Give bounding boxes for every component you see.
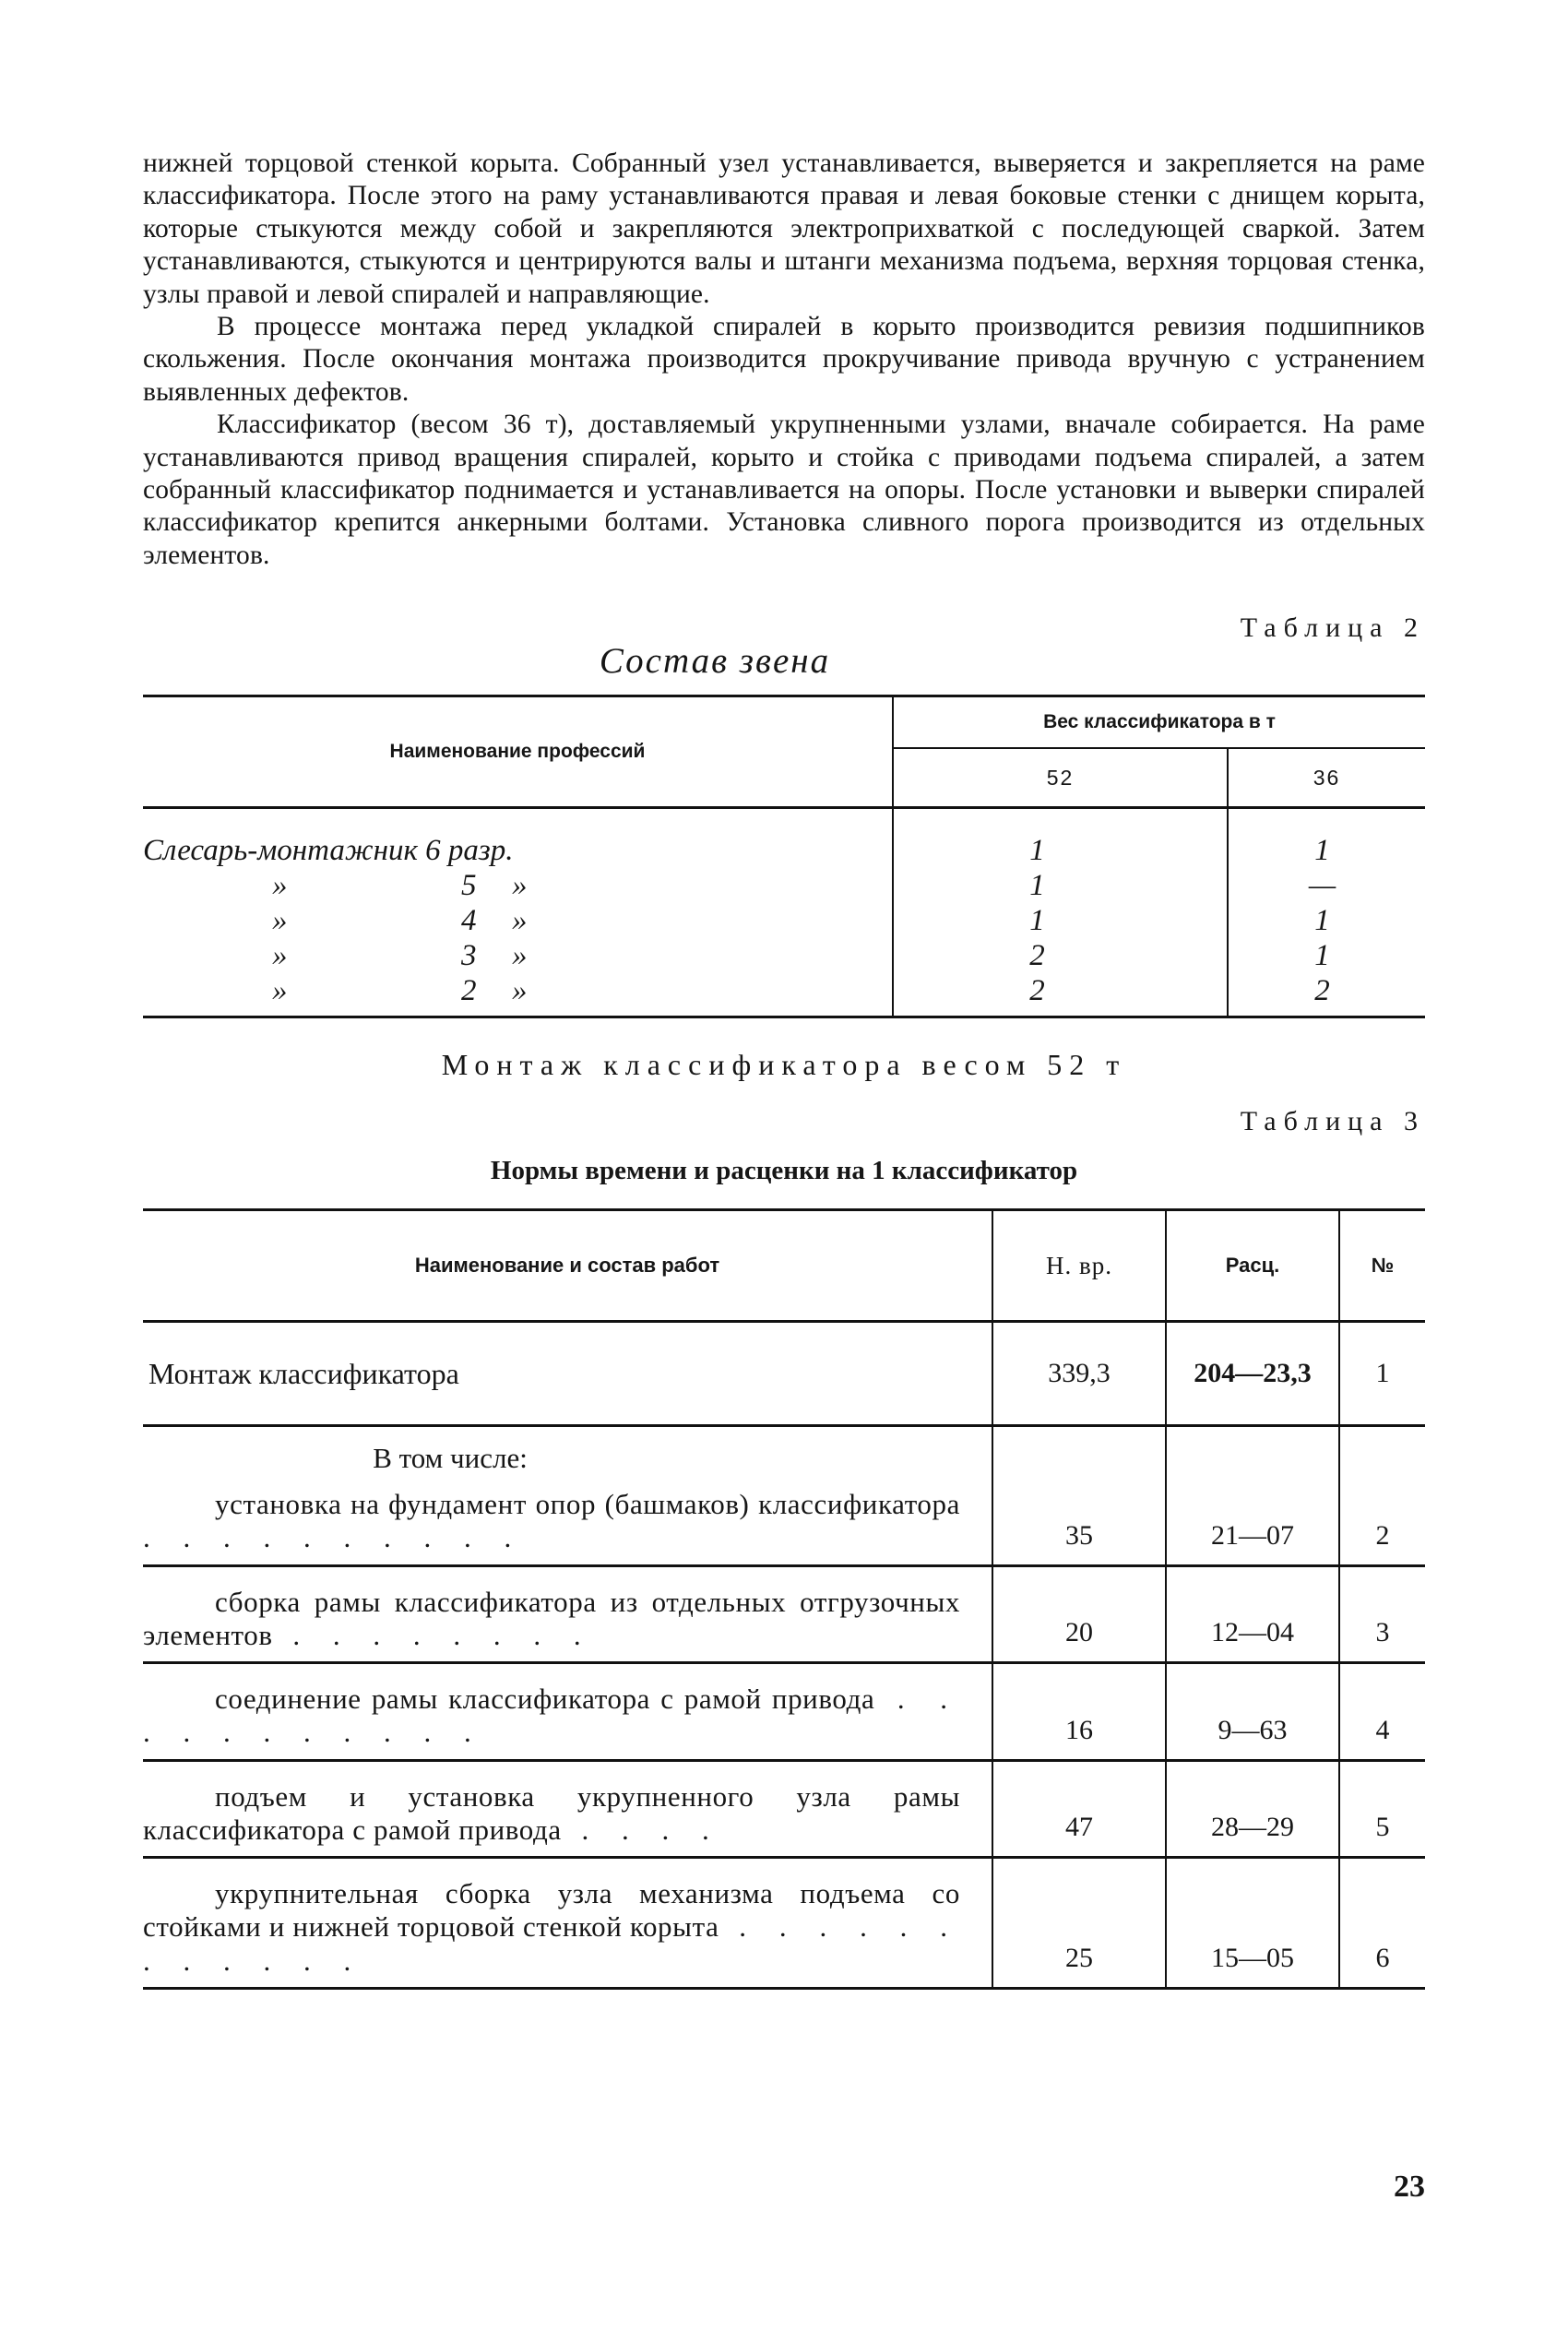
grade: 2 [461,974,477,1008]
value-52: 2 [893,973,1228,1017]
table-row [143,1663,1425,1761]
header-rate: Расц. [1166,1210,1339,1322]
hours-value: 35 [992,1426,1166,1566]
ditto-mark: » [272,869,288,903]
grade: 3 [461,939,477,973]
value-36: 2 [1314,974,1330,1008]
header-weight: Вес классификатора в т [893,696,1425,749]
work-name: укрупнительная сборка узла механизма подъема со стойками и нижней торцовой стенкой корыта . . . . . . . . . . . . [143,1858,992,1989]
rate-value: 12—04 [1166,1565,1339,1663]
profession-name [143,973,893,1017]
section-heading: Монтаж классификатора весом 52 т [441,1048,1127,1082]
crew-composition-table [143,695,1425,1018]
value-36: 1 [1314,939,1330,973]
row-number: 1 [1375,1358,1390,1389]
value-52: 1 [893,808,1228,869]
rate-value: 9—63 [1166,1663,1339,1761]
row-number: 5 [1339,1760,1425,1858]
value-36: 1 [1314,904,1330,938]
grade: 5 [461,869,477,903]
table-row [143,1322,1425,1426]
value-52: 2 [893,938,1228,973]
table-2-title: Состав звена [599,641,831,682]
header-hours: Н. вр. [992,1210,1166,1322]
table-row [143,973,1425,1017]
profession-name [143,903,893,938]
ditto-mark: » [512,904,528,938]
rate-value: 15—05 [1166,1858,1339,1989]
work-name: сборка рамы классификатора из отдельных отгрузочных элементов . . . . . . . . [143,1565,992,1663]
value-52: 1 [893,903,1228,938]
table-row [143,1760,1425,1858]
hours-value: 25 [992,1858,1166,1989]
row-number: 4 [1339,1663,1425,1761]
profession-name: Слесарь-монтажник 6 разр. [143,808,893,869]
table-row [143,808,1425,869]
table-row [143,1858,1425,1989]
ditto-mark: » [512,974,528,1008]
work-name: Монтаж классификатора [143,1322,992,1426]
header-52: 52 [893,748,1228,808]
header-36: 36 [1313,765,1341,790]
profession-name [143,938,893,973]
hours-value: 47 [992,1760,1166,1858]
including-label: В том числе: [373,1442,528,1475]
table-row [143,868,1425,903]
table-row [143,903,1425,938]
table-row [143,1426,1425,1566]
row-number: 2 [1339,1426,1425,1566]
ditto-mark: » [272,904,288,938]
paragraph-3: Классификатор (весом 36 т), доставляемый укрупненными узлами, вначале собирается. На раме устанавливаются привод вращения спиралей, корыто и стойка с приводами подъема спиралей, а затем собранный классификатор поднимается и устанавливается на опоры. После установки и выверки спиралей классификатор крепится анкерными болтами. Установка сливного порога производится из отдельных элементов. [143,410,1425,570]
ditto-mark: » [272,939,288,973]
table-2-caption: Таблица 2 [1240,612,1425,644]
page-number: 23 [1394,2170,1425,2204]
row-number: 6 [1339,1858,1425,1989]
table-3-caption: Таблица 3 [1240,1106,1425,1137]
hours-value: 16 [992,1663,1166,1761]
hours-value: 20 [992,1565,1166,1663]
paragraph-1: нижней торцовой стенкой корыта. Собранный узел устанавливается, выверяется и закрепляется на раме классификатора. После этого на раму устанавливаются правая и левая боковые стенки с днищем корыта, которые стыкуются между собой и закрепляются электроприхваткой с последующей сваркой. Затем устанавливаются, стыкуются и центрируются валы и штанги механизма подъема, верхняя торцовая стенка, узлы правой и левой спиралей и направляющие. [143,149,1425,309]
table-row [143,1565,1425,1663]
ditto-mark: » [512,869,528,903]
work-name: соединение рамы классификатора с рамой привода . . . . . . . . . . . [143,1663,992,1761]
header-work-name: Наименование и состав работ [143,1210,992,1322]
work-name: В том числе: установка на фундамент опор (башмаков) классификатора . . . . . . . . . . [143,1426,992,1566]
ditto-mark: » [272,974,288,1008]
header-number: № [1339,1210,1425,1322]
ditto-mark: » [512,939,528,973]
rate-value: 28—29 [1166,1760,1339,1858]
header-profession: Наименование профессий [143,696,893,808]
paragraph-2: В процессе монтажа перед укладкой спиралей в корыто производится ревизия подшипников скольжения. После окончания монтажа производится прокручивание привода вручную с устранением выявленных дефектов. [143,311,1425,407]
time-norms-table [143,1208,1425,1990]
table-3-title: Нормы времени и расценки на 1 классификатор [490,1156,1078,1186]
rate-value: 204—23,3 [1166,1322,1339,1426]
grade: 4 [461,904,477,938]
document-page [143,148,1425,1990]
value-36: 1 [1228,808,1425,869]
row-number: 3 [1339,1565,1425,1663]
value-52: 1 [893,868,1228,903]
value-36: — [1308,869,1336,903]
work-name: подъем и установка укрупненного узла рамы классификатора с рамой привода . . . . [143,1760,992,1858]
hours-value: 339,3 [992,1322,1166,1426]
table-row [143,938,1425,973]
profession-name [143,868,893,903]
rate-value: 21—07 [1166,1426,1339,1566]
